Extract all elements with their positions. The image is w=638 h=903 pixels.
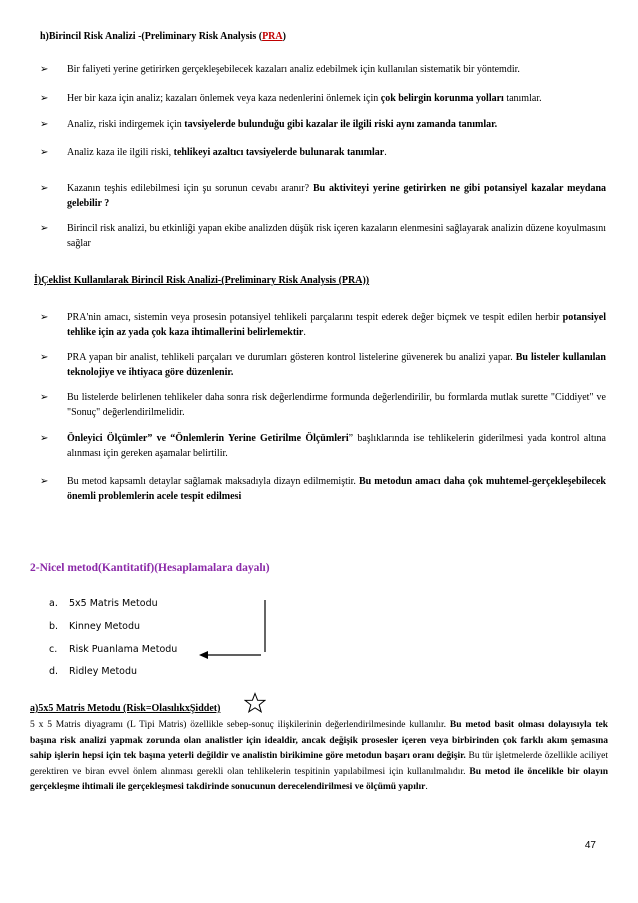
bullet-item xyxy=(40,350,606,380)
method-item xyxy=(49,666,137,677)
page-number: 47 xyxy=(584,840,596,851)
bullet-text xyxy=(67,474,606,504)
bullet-text xyxy=(67,350,606,380)
arrow-bullet-icon: ➢ xyxy=(40,476,49,487)
bullet-bold-segment: çok belirgin korunma yolları xyxy=(380,93,504,104)
method-letter: c. xyxy=(49,644,58,655)
bullet-text xyxy=(67,221,606,251)
arrow-bullet-icon: ➢ xyxy=(40,119,49,130)
bullet-item xyxy=(40,431,606,461)
bullet-bold-segment: potansiyel tehlike için az yada çok kaza ihtimallerini belirlemektir xyxy=(67,312,606,338)
arrow-bullet-icon: ➢ xyxy=(40,352,49,363)
bullet-bold-segment: tehlikeyi azaltıcı tavsiyelerde bulunarak tanımlar xyxy=(173,147,385,158)
section-i-heading: İ)Çeklist Kullanılarak Birincil Risk Analizi-(Preliminary Risk Analysis (PRA)) xyxy=(34,275,370,286)
bullet-segment: Analiz kaza ile ilgili riski, xyxy=(67,147,174,158)
method-letter: d. xyxy=(49,666,59,677)
bullet-bold-segment: Bu aktiviteyi yerine getirirken ne gibi potansiyel kazalar meydana gelebilir ? xyxy=(67,183,606,209)
bullet-segment: Her bir kaza için analiz; kazaları önlemek veya kaza nedenlerini önlemek için xyxy=(67,93,381,104)
bullet-text xyxy=(67,117,606,132)
bullet-text xyxy=(67,181,606,211)
bullet-text xyxy=(67,310,606,340)
bullet-segment: Birincil risk analizi, bu etkinliği yapan ekibe analizden düşük risk içeren kazaların elenmesini sağlayarak analizin düzene koyulmasını sağlar xyxy=(67,223,606,249)
star-icon xyxy=(244,692,266,714)
bullet-item xyxy=(40,474,606,504)
bullet-segment: PRA'nin amacı, sistemin veya prosesin potansiyel tehlikeli parçalarını tespit ederek değer biçmek ve tespit edilen herbir xyxy=(67,312,563,323)
arrow-head-icon xyxy=(199,651,208,659)
section-h-suffix: ) xyxy=(282,31,286,42)
arrow-bullet-icon: ➢ xyxy=(40,312,49,323)
method-item xyxy=(49,644,177,655)
bullet-bold-segment: Önleyici Ölçümler” ve “Önlemlerin Yerine Getirilme Ölçümleri xyxy=(67,433,349,444)
paragraph-segment: Bu tür işletmelerde özellikle aciliyet gerektiren ve biran evvel önlem alınması gerekli olan tehlikelerin tespitinin yapılabilmesi için kullanılmalıdır. xyxy=(30,751,608,777)
bullet-segment: . xyxy=(303,327,306,338)
section-h-heading xyxy=(40,31,286,42)
paragraph-segment: 5 x 5 Matris diyagramı (L Tipi Matris) özellikle sebep-sonuç ilişkilerinin değerlendirilmesinde kullanılır. xyxy=(30,720,450,730)
bullet-segment: Bir faliyeti yerine getirirken gerçekleşebilecek kazaları analiz edebilmek için kullanılan sistematik bir yöntemdir. xyxy=(67,64,520,75)
bullet-item xyxy=(40,62,606,77)
bullet-segment: Analiz, riski indirgemek için xyxy=(67,119,185,130)
bullet-text xyxy=(67,145,606,160)
arrow-bullet-icon: ➢ xyxy=(40,433,49,444)
section-h-prefix: h)Birincil Risk Analizi -(Preliminary Risk Analysis ( xyxy=(40,31,263,42)
bullet-item xyxy=(40,221,606,251)
bullet-text xyxy=(67,431,606,461)
bullet-text xyxy=(67,390,606,420)
paragraph-bold-segment: Bu metod ile öncelikle bir olayın gerçekleşme ihtimali ile gerçekleşmesi takdirinde sonucunun derecelendirilmesi ve ölçümü yapılır xyxy=(30,766,609,792)
bullet-segment: PRA yapan bir analist, tehlikeli parçaları ve durumları gösteren kontrol listelerine güvenerek bu analizi yapar. xyxy=(67,352,516,363)
section-h-pra: PRA xyxy=(262,31,283,42)
bullet-bold-segment: tavsiyelerde bulunduğu gibi kazalar ile ilgili riski aynı zamanda tanımlar. xyxy=(184,119,498,130)
bullet-bold-segment: Bu metodun amacı daha çok muhtemel-gerçekleşebilecek önemli problemlerin acele tespit edilmesi xyxy=(67,476,606,502)
bullet-item xyxy=(40,310,606,340)
arrow-bullet-icon: ➢ xyxy=(40,64,49,75)
arrow-bullet-icon: ➢ xyxy=(40,183,49,194)
bullet-item xyxy=(40,117,606,132)
subsection-a-heading: a)5x5 Matris Metodu (Risk=OlasılıkxŞiddet) xyxy=(30,703,221,714)
section-2-heading: 2-Nicel metod(Kantitatif)(Hesaplamalara dayalı) xyxy=(30,562,270,574)
bullet-text xyxy=(67,62,606,77)
bullet-item xyxy=(40,181,606,211)
paragraph-segment: . xyxy=(425,782,428,792)
arrow-bullet-icon: ➢ xyxy=(40,147,49,158)
arrow-diagram xyxy=(195,596,275,662)
bullet-segment: Kazanın teşhis edilebilmesi için şu sorunun cevabı aranır? xyxy=(67,183,313,194)
arrow-bullet-icon: ➢ xyxy=(40,93,49,104)
method-letter: b. xyxy=(49,621,59,632)
method-item xyxy=(49,598,158,609)
method-letter: a. xyxy=(49,598,58,609)
bullet-item xyxy=(40,91,606,106)
arrow-bullet-icon: ➢ xyxy=(40,392,49,403)
bullet-item xyxy=(40,390,606,420)
method-label: Risk Puanlama Metodu xyxy=(69,644,178,655)
bullet-segment: Bu metod kapsamlı detaylar sağlamak maksadıyla dizayn edilmemiştir. xyxy=(67,476,359,487)
method-label: Kinney Metodu xyxy=(69,621,141,632)
method-label: 5x5 Matris Metodu xyxy=(69,598,158,609)
bullet-segment: tanımlar. xyxy=(503,93,542,104)
bullet-bold-segment: Bu listeler kullanılan teknolojiye ve ihtiyaca göre düzenlenir. xyxy=(67,352,606,378)
bullet-segment: . xyxy=(384,147,387,158)
method-label: Ridley Metodu xyxy=(69,666,138,677)
paragraph-bold-segment: Bu metod basit olması dolayısıyla tek başına risk analizi yapmak zorunda olan analistler için idealdir, ancak değişik prosesler içeren veya birbirinden çok farklı akım şemasına sahip işlerin hepsi için tek başına yeterli değildir ve analistin birikimine göre metodun başarı oranı değişir. xyxy=(30,720,608,761)
bullet-segment: Bu listelerde belirlenen tehlikeler daha sonra risk değerlendirme formunda değerlendirilir, bu formlarda mutlak surette "Ciddiyet" ve "Sonuç" değerlendirilmelidir. xyxy=(67,392,606,418)
paragraph-5x5 xyxy=(30,718,608,796)
bullet-segment: ” başlıklarında ise tehlikelerin giderilmesi yada kontrol altına alınması için gereken aşamalar belirtilir. xyxy=(67,433,606,459)
method-item xyxy=(49,621,140,632)
bullet-item xyxy=(40,145,606,160)
bullet-text xyxy=(67,91,606,106)
arrow-bullet-icon: ➢ xyxy=(40,223,49,234)
